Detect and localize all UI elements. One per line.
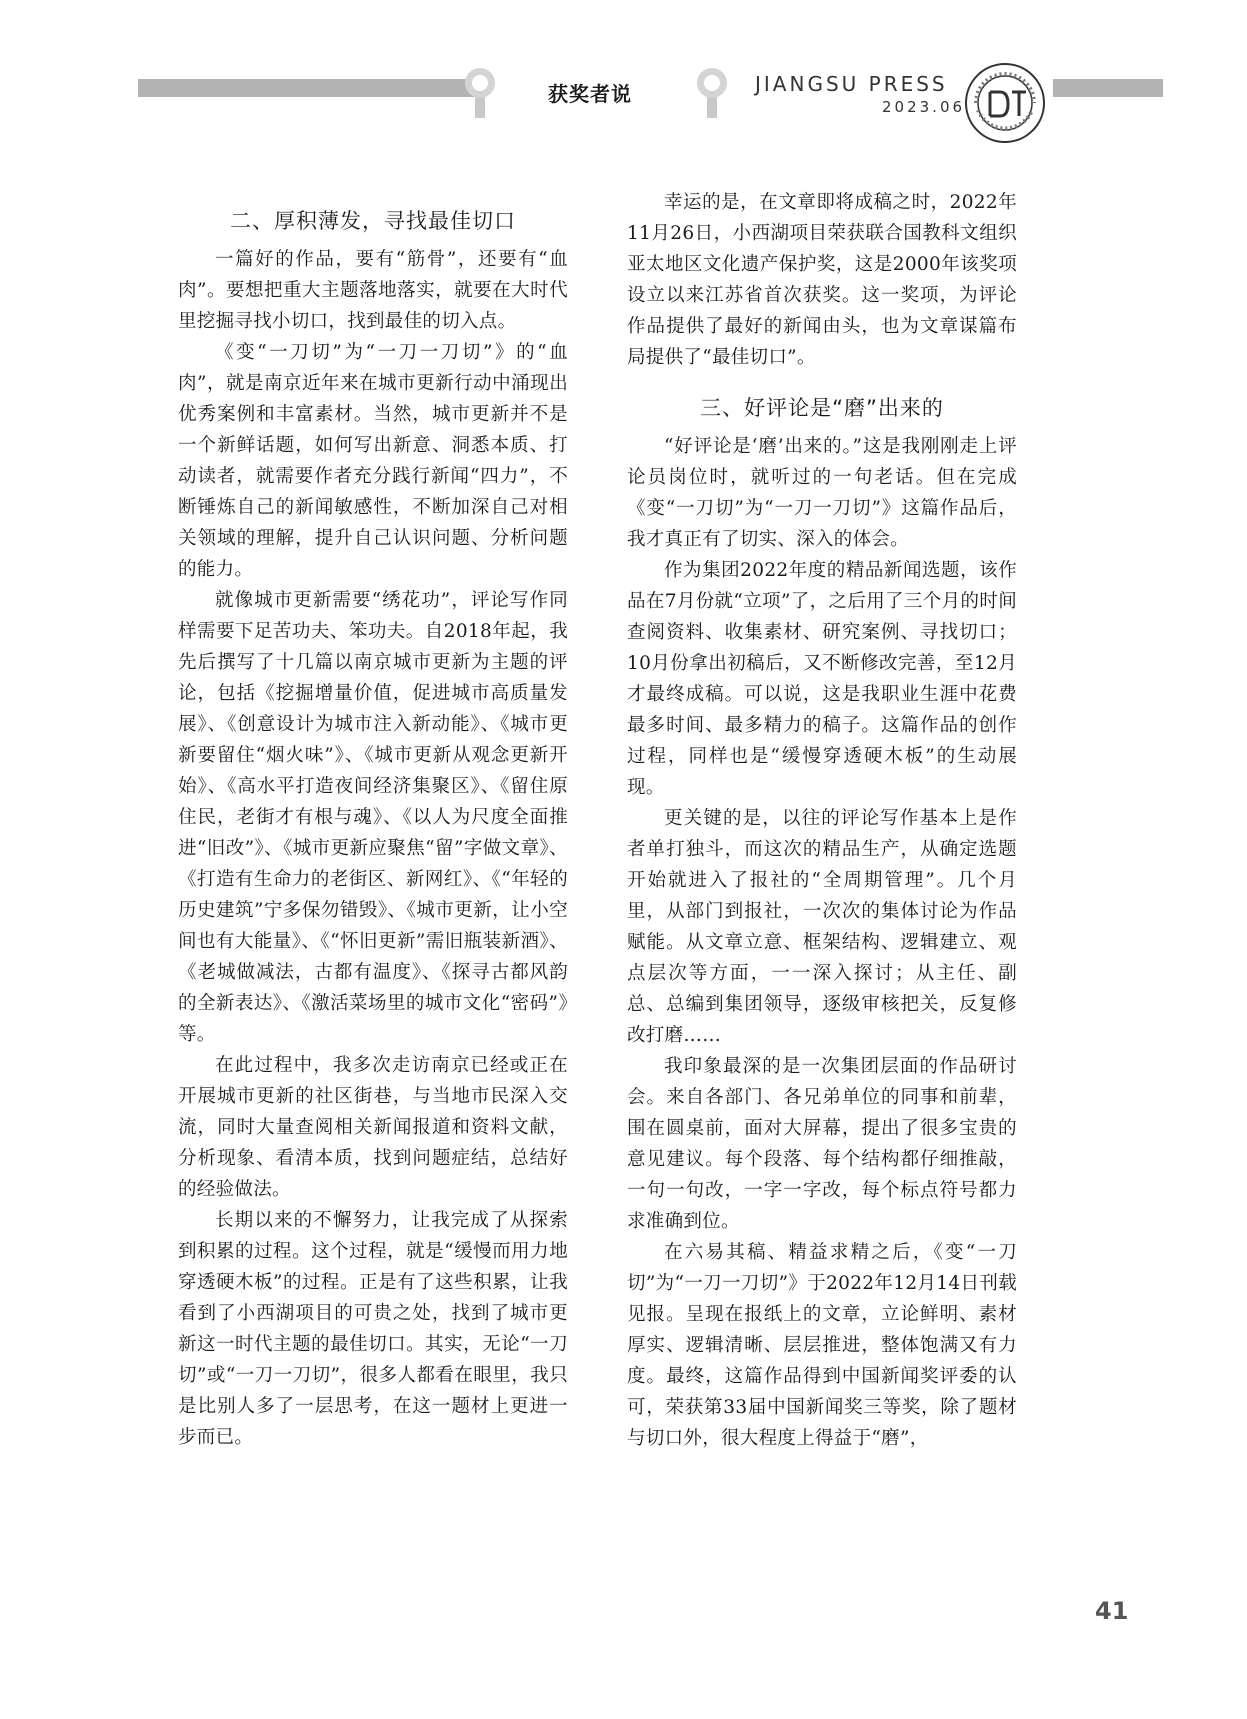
section-heading-3: 三、好评论是“磨”出来的	[700, 396, 944, 420]
right-column	[627, 187, 1017, 1454]
pin-icon	[694, 66, 730, 120]
left-column	[178, 200, 568, 1453]
header-rule-right	[1053, 79, 1163, 97]
journal-title: JIANGSU PRESS	[755, 72, 948, 96]
paragraph: 更关键的是，以往的评论写作基本上是作者单打独斗，而这次的精品生产，从确定选题开始就进入了报社的“全周期管理”。几个月里，从部门到报社，一次次的集体讨论为作品赋能。从文章立意、框架结构、逻辑建立、观点层次等方面，一一深入探讨；从主任、副总、总编到集团领导，逐级审核把关，反复修改打磨……	[627, 808, 1017, 1046]
page-number: 41	[1095, 1597, 1129, 1625]
section-heading-2: 二、厚积薄发，寻找最佳切口	[230, 209, 516, 233]
header-rule-left	[138, 79, 478, 97]
issue-number: 2023.06	[882, 98, 966, 116]
section-name: 获奖者说	[548, 82, 632, 106]
paragraph: 《变“一刀切”为“一刀一刀切”》的“血肉”，就是南京近年来在城市更新行动中涌现出优秀案例和丰富素材。当然，城市更新并不是一个新鲜话题，如何写出新意、洞悉本质、打动读者，就需要作者充分践行新闻“四力”，不断锤炼自己的新闻敏感性，不断加深自己对相关领域的理解，提升自己认识问题、分析问题的能力。	[178, 342, 568, 580]
paragraph: 幸运的是，在文章即将成稿之时，2022年11月26日，小西湖项目荣获联合国教科文组织亚太地区文化遗产保护奖，这是2000年该奖项设立以来江苏省首次获奖。这一奖项，为评论作品提供了最好的新闻由头，也为文章谋篇布局提供了“最佳切口”。	[627, 192, 1017, 368]
paragraph: 我印象最深的是一次集团层面的作品研讨会。来自各部门、各兄弟单位的同事和前辈，围在圆桌前，面对大屏幕，提出了很多宝贵的意见建议。每个段落、每个结构都仔细推敲，一句一句改，一字一字改，每个标点符号都力求准确到位。	[627, 1056, 1017, 1232]
pin-icon	[462, 66, 498, 120]
paragraph: 长期以来的不懈努力，让我完成了从探索到积累的过程。这个过程，就是“缓慢而用力地穿透硬木板”的过程。正是有了这些积累，让我看到了小西湖项目的可贵之处，找到了城市更新这一时代主题的最佳切口。其实，无论“一刀切”或“一刀一刀切”，很多人都看在眼里，我只是比别人多了一层思考，在这一题材上更进一步而已。	[178, 1210, 568, 1448]
journal-seal-logo	[964, 62, 1046, 148]
paragraph: 在六易其稿、精益求精之后，《变“一刀切”为“一刀一刀切”》于2022年12月14日刊载见报。呈现在报纸上的文章，立论鲜明、素材厚实、逻辑清晰、层层推进，整体饱满又有力度。最终，这篇作品得到中国新闻奖评委的认可，荣获第33届中国新闻奖三等奖，除了题材与切口外，很大程度上得益于“磨”，	[627, 1242, 1017, 1449]
paragraph: 一篇好的作品，要有“筋骨”，还要有“血肉”。要想把重大主题落地落实，就要在大时代里挖掘寻找小切口，找到最佳的切入点。	[178, 249, 568, 332]
paragraph: 作为集团2022年度的精品新闻选题，该作品在7月份就“立项”了，之后用了三个月的时间查阅资料、收集素材、研究案例、寻找切口；10月份拿出初稿后，又不断修改完善，至12月才最终成稿。可以说，这是我职业生涯中花费最多时间、最多精力的稿子。这篇作品的创作过程，同样也是“缓慢穿透硬木板”的生动展现。	[627, 560, 1017, 798]
paragraph: “好评论是‘磨’出来的。”这是我刚刚走上评论员岗位时，就听过的一句老话。但在完成《变“一刀切”为“一刀一刀切”》这篇作品后，我才真正有了切实、深入的体会。	[627, 436, 1017, 550]
paragraph: 就像城市更新需要“绣花功”，评论写作同样需要下足苦功夫、笨功夫。自2018年起，我先后撰写了十几篇以南京城市更新为主题的评论，包括《挖掘增量价值，促进城市高质量发展》、《创意设计为城市注入新动能》、《城市更新要留住“烟火味”》、《城市更新从观念更新开始》、《高水平打造夜间经济集聚区》、《留住原住民，老街才有根与魂》、《以人为尺度全面推进“旧改”》、《城市更新应聚焦“留”字做文章》、《打造有生命力的老街区、新网红》、《“年轻的历史建筑”宁多保勿错毁》、《城市更新，让小空间也有大能量》、《“怀旧更新”需旧瓶装新酒》、《老城做减法，古都有温度》、《探寻古都风韵的全新表达》、《激活菜场里的城市文化“密码”》等。	[178, 590, 568, 1045]
paragraph: 在此过程中，我多次走访南京已经或正在开展城市更新的社区街巷，与当地市民深入交流，同时大量查阅相关新闻报道和资料文献，分析现象、看清本质，找到问题症结，总结好的经验做法。	[178, 1055, 568, 1200]
